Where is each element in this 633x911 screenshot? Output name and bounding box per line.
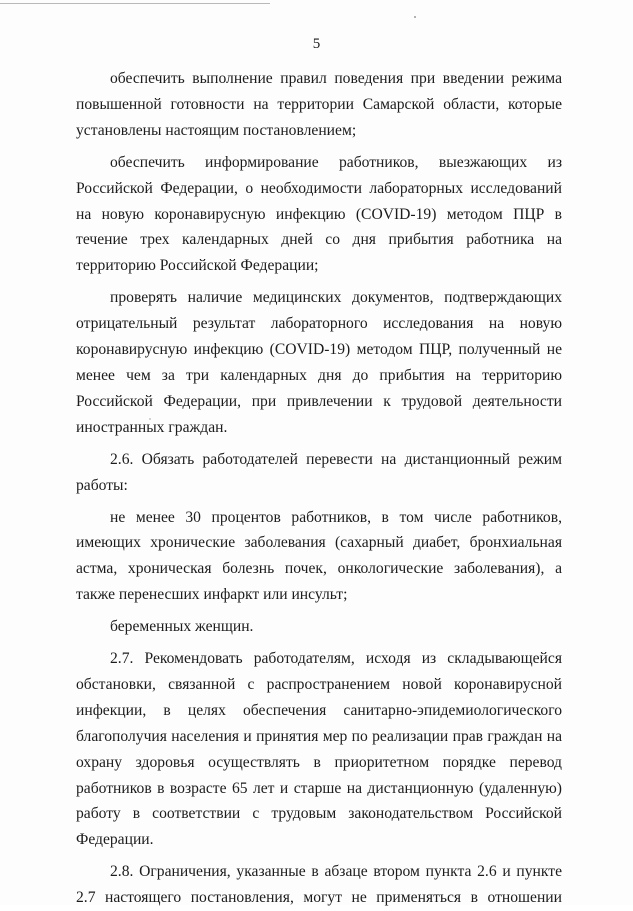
paragraph-clause-2-6: 2.6. Обязать работодателей перевести на дистанционный режим работы: xyxy=(76,450,562,494)
top-scan-line xyxy=(0,3,270,4)
paragraph-inform-employees: обеспечить информирование работников, выезжающих из Российской Федерации, о необходимости лабораторных исследований на новую коронавирусную инфекцию (COVID-19) методом ПЦР в течение трех календарных дней со дня прибытия работника на территорию Российской Федерации; xyxy=(76,153,562,275)
paragraph-remote-30-percent: не менее 30 процентов работников, в том числе работников, имеющих хронические заболевания (сахарный диабет, бронхиальная астма, хроническая болезнь почек, онкологические заболевания), а также перенесших инфаркт или инсульт; xyxy=(76,508,562,604)
page-number: 5 xyxy=(312,36,321,52)
paragraph-rules-compliance: обеспечить выполнение правил поведения при введении режима повышенной готовности на территории Самарской области, которые установлены настоящим постановлением; xyxy=(76,70,562,139)
paragraph-verify-documents: проверять наличие медицинских документов, подтверждающих отрицательный результат лабораторного исследования на новую коронавирусную инфекцию (COVID-19) методом ПЦР, полученный не менее чем за три календарных дня до прибытия на территорию Российской Федерации, при привлечении к трудовой деятельности иностранных граждан. xyxy=(76,289,562,436)
document-body xyxy=(76,66,562,911)
scan-speck xyxy=(414,16,416,18)
paragraph-pregnant-women: беременных женщин. xyxy=(110,618,254,636)
paragraph-clause-2-8: 2.8. Ограничения, указанные в абзаце втором пункта 2.6 и пункте 2.7 настоящего постановления, могут не применяться в отношении xyxy=(76,863,562,907)
paragraph-clause-2-7: 2.7. Рекомендовать работодателям, исходя из складывающейся обстановки, связанной с распространением новой коронавирусной инфекции, в целях обеспечения санитарно-эпидемиологического благополучия населения и принятия мер по реализации прав граждан на охрану здоровья осуществлять в приоритетном порядке перевод работников в возрасте 65 лет и старше на дистанционную (удаленную) работу в соответствии с трудовым законодательством Российской Федерации. xyxy=(76,650,562,849)
